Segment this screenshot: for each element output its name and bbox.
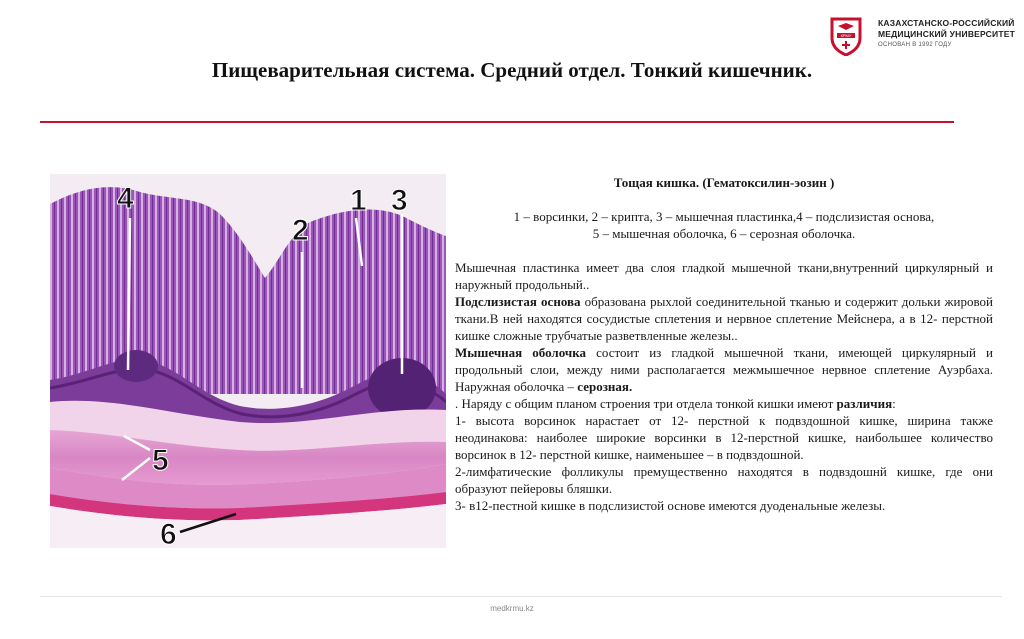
footer-site-link[interactable]: medkrmu.kz [490, 604, 534, 613]
term-muscularis: Мышечная оболочка [455, 345, 587, 360]
figure-label-2: 2 [292, 214, 309, 247]
paragraph-muscularis-mucosae: Мышечная пластинка имеет два слоя гладкой мышечной ткани,внутренний циркулярный и наружный продольный.. [455, 260, 993, 292]
footer-divider [40, 596, 1002, 597]
term-serosa: серозная. [577, 379, 633, 394]
term-submucosa: Подслизистая основа [455, 294, 581, 309]
figure-label-3: 3 [391, 184, 408, 217]
paragraph-differences-intro: . Наряду с общим планом строения три отдела тонкой кишки имеют различия: [455, 396, 896, 411]
paragraph-difference-2: 2-лимфатические фолликулы премущественно находятся в подвздошнй кишке, где они образуют пейеровы бляшки. [455, 464, 993, 496]
paragraph-difference-3: 3- в12-пестной кишке в подслизистой основе имеются дуоденальные железы. [455, 498, 886, 513]
logo-emblem-text: КРМУ [840, 33, 852, 38]
paragraph-muscularis-externa: Мышечная оболочка состоит из гладкой мышечной ткани, имеющей циркулярный и продольный слои, между ними располагается межмышечное нервное сплетение Ауэрбаха. Наружная оболочка – серозная. [455, 345, 993, 394]
legend-line-1: 1 – ворсинки, 2 – крипта, 3 – мышечная пластинка,4 – подслизистая основа, [513, 209, 935, 224]
paragraph-submucosa: Подслизистая основа образована рыхлой соединительной тканью и содержит дольки жировой ткани.В ней находятся сосудистые сплетения и нервное сплетение Мейснера, а в 12- перстной кишке сложные трубчатые разветвленные железы.. [455, 294, 993, 343]
university-logo [826, 16, 1016, 56]
logo-line-2: МЕДИЦИНСКИЙ УНИВЕРСИТЕТ [878, 29, 1015, 39]
term-differences: различия [836, 396, 893, 411]
figure-label-4: 4 [117, 182, 134, 215]
logo-line-3: ОСНОВАН В 1992 ГОДУ [878, 42, 952, 48]
shield-emblem-icon [826, 16, 866, 56]
logo-line-1: КАЗАХСТАНСКО-РОССИЙСКИЙ [878, 18, 1015, 28]
figure-label-1: 1 [350, 184, 367, 217]
slide-title: Пищеварительная система. Средний отдел. Тонкий кишечник. [211, 58, 813, 82]
figure-label-6: 6 [160, 518, 177, 548]
histology-micrograph [50, 174, 446, 548]
paragraph-difference-1: 1- высота ворсинок нарастает от 12- перстной к подвздошной кишке, ширина также неодинакова: наиболее широкие ворсинки в 12-перстной кишке, наибольшее количество ворсинок в 12- перстной кишке, наименьшее – в подвздошной. [455, 413, 993, 462]
title-divider [40, 121, 954, 123]
description-text [455, 174, 993, 514]
figure-legend [455, 208, 993, 242]
legend-line-2: 5 – мышечная оболочка, 6 – серозная оболочка. [592, 226, 856, 241]
figure-caption-title: Тощая кишка. (Гематоксилин-эозин ) [613, 175, 835, 190]
figure-label-5: 5 [152, 444, 169, 477]
